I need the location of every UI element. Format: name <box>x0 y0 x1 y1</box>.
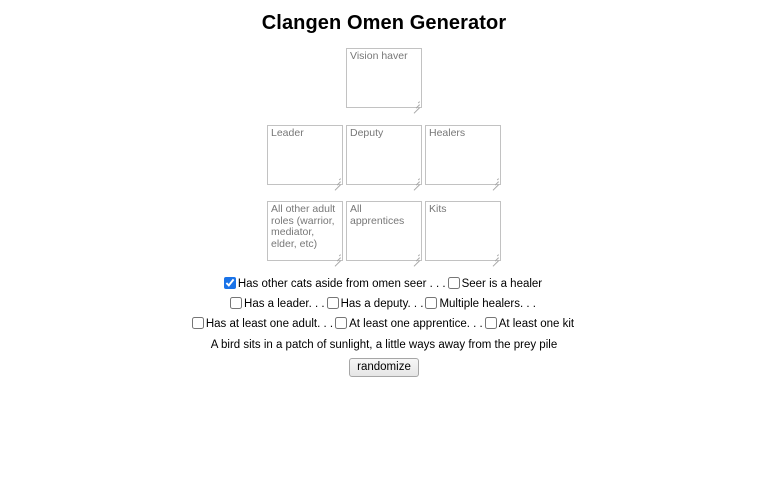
page-title: Clangen Omen Generator <box>261 12 507 34</box>
vision-haver-cell <box>346 48 422 111</box>
leader-input[interactable] <box>267 125 343 185</box>
kits-cell <box>425 201 501 264</box>
seer-is-healer-label[interactable]: Seer is a healer <box>461 278 543 290</box>
has-a-deputy-group <box>327 298 426 310</box>
checkbox-row-3 <box>0 314 768 334</box>
apprentices-input[interactable] <box>346 201 422 261</box>
at-least-one-kit-label[interactable]: At least one kit <box>498 318 575 330</box>
seer-is-healer-group <box>448 278 545 290</box>
multiple-healers-label[interactable]: Multiple healers. . . <box>439 298 536 310</box>
vision-haver-input[interactable] <box>346 48 422 108</box>
deputy-cell <box>346 125 422 188</box>
has-a-deputy-label[interactable]: Has a deputy. . . <box>340 298 424 310</box>
seer-is-healer-checkbox[interactable] <box>448 277 460 289</box>
has-at-least-one-adult-group <box>192 318 335 330</box>
has-at-least-one-adult-checkbox[interactable] <box>192 317 204 329</box>
has-other-cats-group <box>224 278 448 290</box>
checkbox-row-2 <box>0 294 768 314</box>
vision-haver-row <box>0 48 768 111</box>
at-least-one-apprentice-label[interactable]: At least one apprentice. . . <box>349 318 483 330</box>
omen-result-text: A bird sits in a patch of sunlight, a little ways away from the prey pile <box>210 339 558 351</box>
checkbox-row-1 <box>0 274 768 294</box>
has-a-leader-group <box>230 298 327 310</box>
has-a-leader-checkbox[interactable] <box>230 297 242 309</box>
other-adults-cell <box>267 201 343 264</box>
at-least-one-apprentice-group <box>335 318 485 330</box>
leader-deputy-healers-row <box>0 125 768 188</box>
kits-input[interactable] <box>425 201 501 261</box>
healers-cell <box>425 125 501 188</box>
multiple-healers-checkbox[interactable] <box>425 297 437 309</box>
apprentices-cell <box>346 201 422 264</box>
healers-input[interactable] <box>425 125 501 185</box>
at-least-one-kit-checkbox[interactable] <box>485 317 497 329</box>
has-other-cats-checkbox[interactable] <box>224 277 236 289</box>
other-roles-row <box>0 201 768 264</box>
at-least-one-apprentice-checkbox[interactable] <box>335 317 347 329</box>
has-other-cats-label[interactable]: Has other cats aside from omen seer . . . <box>237 278 446 290</box>
multiple-healers-group <box>425 298 538 310</box>
at-least-one-kit-group <box>485 318 576 330</box>
has-a-leader-label[interactable]: Has a leader. . . <box>244 298 325 310</box>
has-at-least-one-adult-label[interactable]: Has at least one adult. . . <box>205 318 334 330</box>
button-container <box>0 358 768 377</box>
leader-cell <box>267 125 343 188</box>
other-adults-input[interactable] <box>267 201 343 261</box>
randomize-button[interactable]: randomize <box>349 358 419 377</box>
has-a-deputy-checkbox[interactable] <box>327 297 339 309</box>
deputy-input[interactable] <box>346 125 422 185</box>
